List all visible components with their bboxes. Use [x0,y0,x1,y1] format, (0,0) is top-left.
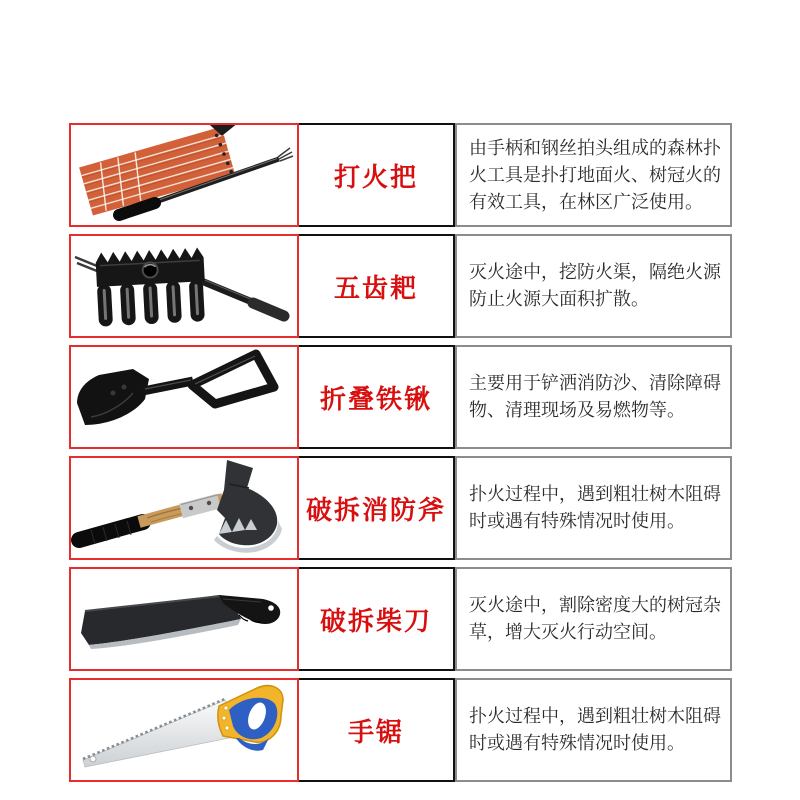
tool-name: 破拆消防斧 [299,456,455,560]
tool-description: 由手柄和钢丝拍头组成的森林扑火工具是扑打地面火、树冠火的有效工具，在林区广泛使用。 [455,123,732,227]
table-row [69,567,732,671]
tool-image-cell [69,567,299,671]
hand-saw-icon [71,680,297,780]
tool-name: 手锯 [299,678,455,782]
tool-description: 灭火途中，挖防火渠，隔绝火源防止火源大面积扩散。 [455,234,732,338]
table-row [69,234,732,338]
tool-image-cell [69,456,299,560]
tool-name: 打火把 [299,123,455,227]
fire-beater-icon [71,125,297,225]
tool-description: 主要用于铲洒消防沙、清除障碍物、清理现场及易燃物等。 [455,345,732,449]
tool-table [69,123,732,789]
tool-image-cell [69,123,299,227]
tool-name: 破拆柴刀 [299,567,455,671]
tool-description: 扑火过程中，遇到粗壮树木阻碍时或遇有特殊情况时使用。 [455,456,732,560]
tool-description: 灭火途中，割除密度大的树冠杂草，增大灭火行动空间。 [455,567,732,671]
tool-image-cell [69,234,299,338]
table-row [69,456,732,560]
machete-icon [71,569,297,669]
table-row [69,123,732,227]
folding-shovel-icon [71,347,297,447]
tool-name: 五齿耙 [299,234,455,338]
tool-image-cell [69,345,299,449]
table-row [69,345,732,449]
tool-image-cell [69,678,299,782]
tool-name: 折叠铁锹 [299,345,455,449]
five-tooth-rake-icon [71,236,297,336]
table-row [69,678,732,782]
tool-description: 扑火过程中，遇到粗壮树木阻碍时或遇有特殊情况时使用。 [455,678,732,782]
fire-axe-icon [71,458,297,558]
